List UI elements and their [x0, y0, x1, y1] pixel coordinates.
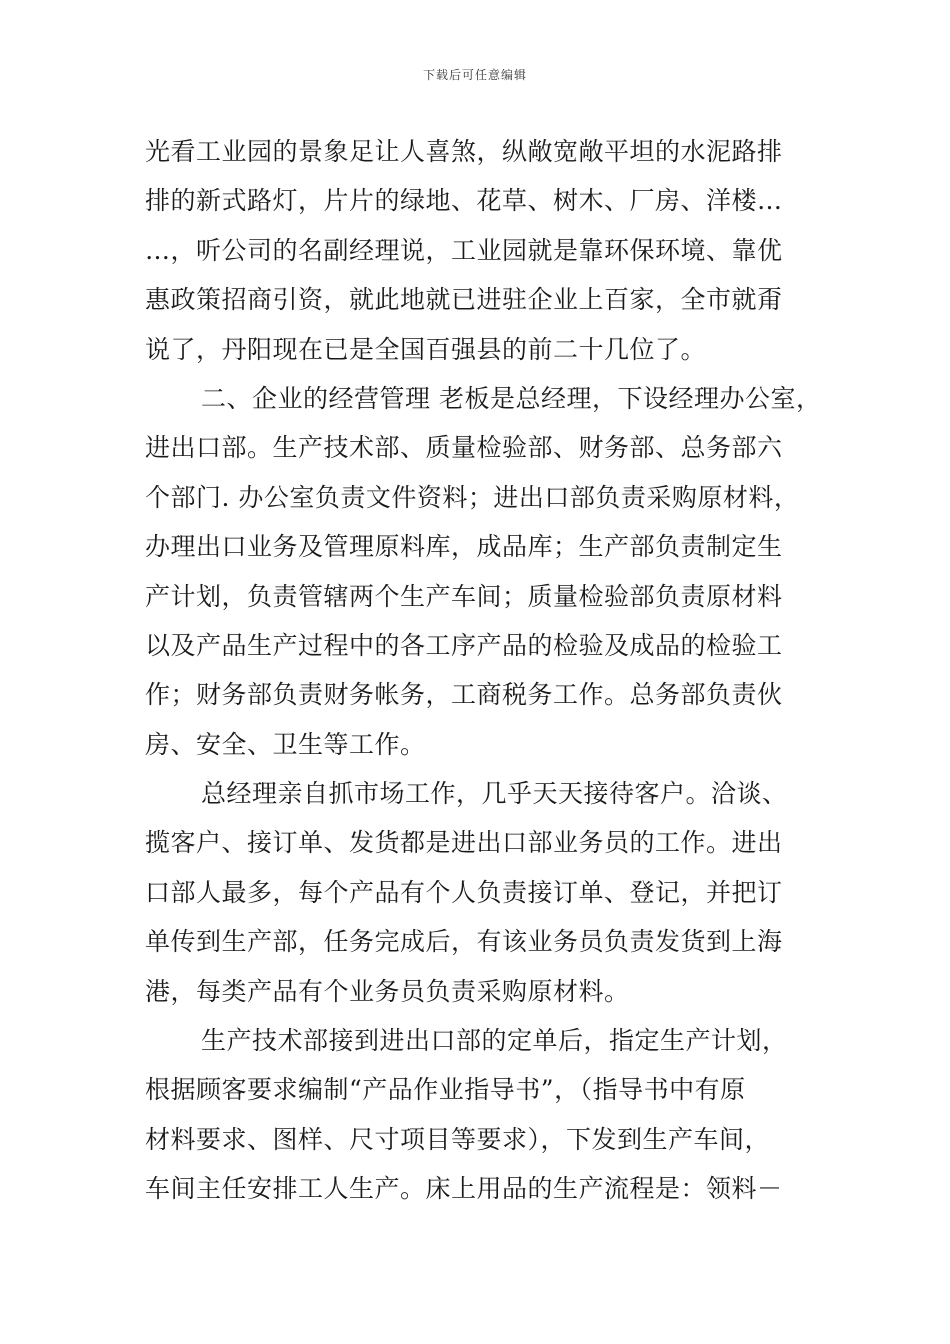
- text-line: 办理出口业务及管理原料库，成品库；生产部负责制定生: [145, 532, 783, 562]
- paragraph: [145, 127, 810, 374]
- text-line: 根据顾客要求编制“产品作业指导书”，（指导书中有原: [145, 1075, 746, 1105]
- text-line: 总经理亲自抓市场工作，几乎天天接待客户。洽谈、: [201, 779, 788, 809]
- text-line: 口部人最多，每个产品有个人负责接订单、登记，并把订: [145, 877, 783, 907]
- text-line: 生产技术部接到进出口部的定单后，指定生产计划，: [201, 1026, 788, 1056]
- document-body: [145, 127, 822, 1214]
- text-line: 房、安全、卫生等工作。: [145, 729, 426, 759]
- text-line: 个部门. 办公室负责文件资料；进出口部负责采购原材料，: [145, 482, 800, 512]
- text-line: 排的新式路灯，片片的绿地、花草、树木、厂房、洋楼…: [145, 186, 783, 216]
- text-line: 说了，丹阳现在已是全国百强县的前二十几位了。: [145, 334, 707, 364]
- text-line: 惠政策招商引资，就此地就已进驻企业上百家，全市就甭: [145, 285, 783, 315]
- paragraph: [145, 1016, 810, 1214]
- text-line: 材料要求、图样、尺寸项目等要求），下发到生产车间，: [145, 1124, 771, 1154]
- text-line: 作；财务部负责财务帐务，工商税务工作。总务部负责伙: [145, 680, 783, 710]
- text-line: 揽客户、接订单、发货都是进出口部业务员的工作。进出: [145, 828, 783, 858]
- text-line: 二、企业的经营管理 老板是总经理，下设经理办公室，: [201, 383, 822, 413]
- paragraph: [145, 769, 810, 1016]
- page-header: 下载后可任意编辑: [422, 68, 527, 82]
- text-line: 光看工业园的景象足让人喜煞，纵敞宽敞平坦的水泥路排: [145, 137, 783, 166]
- text-line: 进出口部。生产技术部、质量检验部、财务部、总务部六: [145, 433, 783, 463]
- text-line: …，听公司的名副经理说，工业园就是靠环保环境、靠优: [145, 235, 783, 265]
- text-line: 车间主任安排工人生产。床上用品的生产流程是：领料－: [145, 1174, 783, 1204]
- text-line: 以及产品生产过程中的各工序产品的检验及成品的检验工: [145, 630, 783, 660]
- text-line: 产计划，负责管辖两个生产车间；质量检验部负责原材料: [145, 581, 783, 611]
- text-line: 单传到生产部，任务完成后，有该业务员负责发货到上海: [145, 927, 783, 957]
- text-line: 港，每类产品有个业务员负责采购原材料。: [145, 976, 630, 1006]
- paragraph: [145, 374, 822, 769]
